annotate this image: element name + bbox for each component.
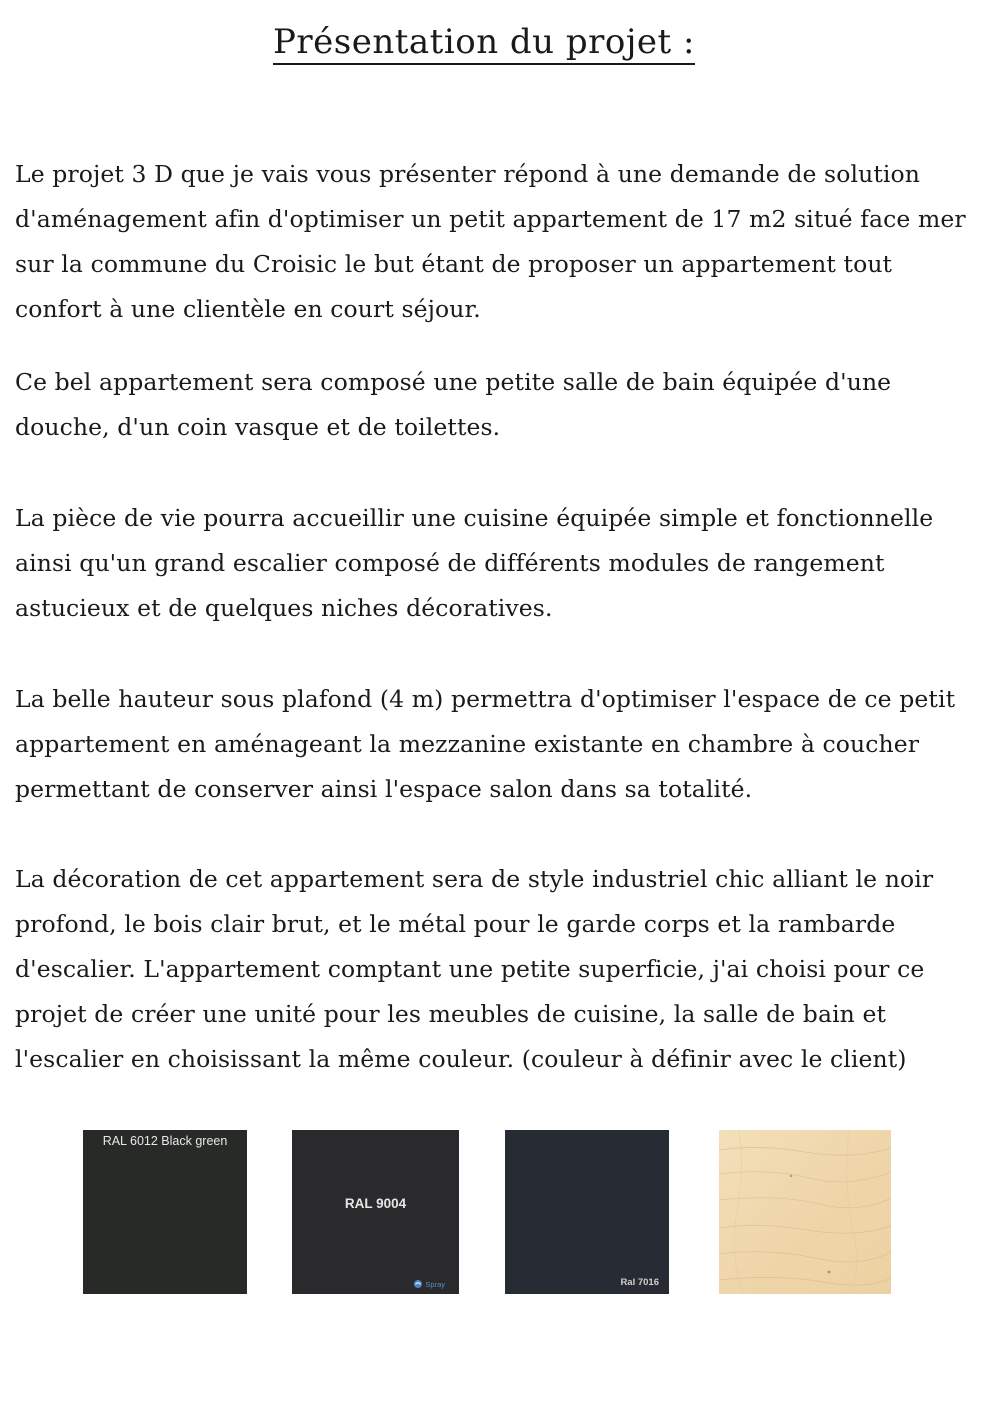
text-line: Le projet 3 D que je vais vous présenter répond à une demande de solution xyxy=(15,160,920,188)
paragraph-living-room xyxy=(15,496,975,631)
color-swatch-ral-7016 xyxy=(505,1130,669,1294)
swatch-label: Ral 7016 xyxy=(620,1277,659,1288)
text-line: confort à une clientèle en court séjour. xyxy=(15,295,481,323)
color-swatch-ral-9004 xyxy=(292,1130,459,1294)
text-line: permettant de conserver ainsi l'espace salon dans sa totalité. xyxy=(15,775,753,803)
paragraph-decoration xyxy=(15,857,975,1082)
text-line: La belle hauteur sous plafond (4 m) permettra d'optimiser l'espace de ce petit xyxy=(15,685,956,713)
text-line: profond, le bois clair brut, et le métal pour le garde corps et la rambarde xyxy=(15,910,896,938)
text-line: ainsi qu'un grand escalier composé de différents modules de rangement xyxy=(15,549,885,577)
spray-brand-mark xyxy=(413,1279,445,1289)
page-title-text: Présentation du projet : xyxy=(273,22,695,65)
text-line: d'escalier. L'appartement comptant une petite superficie, j'ai choisi pour ce xyxy=(15,955,925,983)
light-wood-swatch xyxy=(719,1130,891,1294)
text-line: l'escalier en choisissant la même couleur. (couleur à définir avec le client) xyxy=(15,1045,907,1073)
paragraph-project-intro xyxy=(15,152,975,332)
swatch-label: RAL 6012 Black green xyxy=(102,1134,228,1148)
text-line: douche, d'un coin vasque et de toilettes. xyxy=(15,413,501,441)
paragraph-bathroom xyxy=(15,360,975,450)
text-line: projet de créer une unité pour les meubles de cuisine, la salle de bain et xyxy=(15,1000,887,1028)
swatch-label: RAL 9004 xyxy=(344,1196,407,1211)
text-line: Ce bel appartement sera composé une petite salle de bain équipée d'une xyxy=(15,368,892,396)
text-line: d'aménagement afin d'optimiser un petit appartement de 17 m2 situé face mer xyxy=(15,205,966,233)
spray-logo-icon xyxy=(413,1279,423,1289)
text-line: astucieux et de quelques niches décoratives. xyxy=(15,594,553,622)
color-swatch-ral-6012 xyxy=(83,1130,247,1294)
text-line: La décoration de cet appartement sera de style industriel chic alliant le noir xyxy=(15,865,934,893)
text-line: La pièce de vie pourra accueillir une cuisine équipée simple et fonctionnelle xyxy=(15,504,934,532)
text-line: appartement en aménageant la mezzanine existante en chambre à coucher xyxy=(15,730,920,758)
page-title xyxy=(0,18,968,66)
paragraph-ceiling-height xyxy=(15,677,975,812)
light-wood-icon xyxy=(719,1130,891,1294)
swatch-brand: Spray xyxy=(425,1279,445,1289)
text-line: sur la commune du Croisic le but étant de proposer un appartement tout xyxy=(15,250,893,278)
